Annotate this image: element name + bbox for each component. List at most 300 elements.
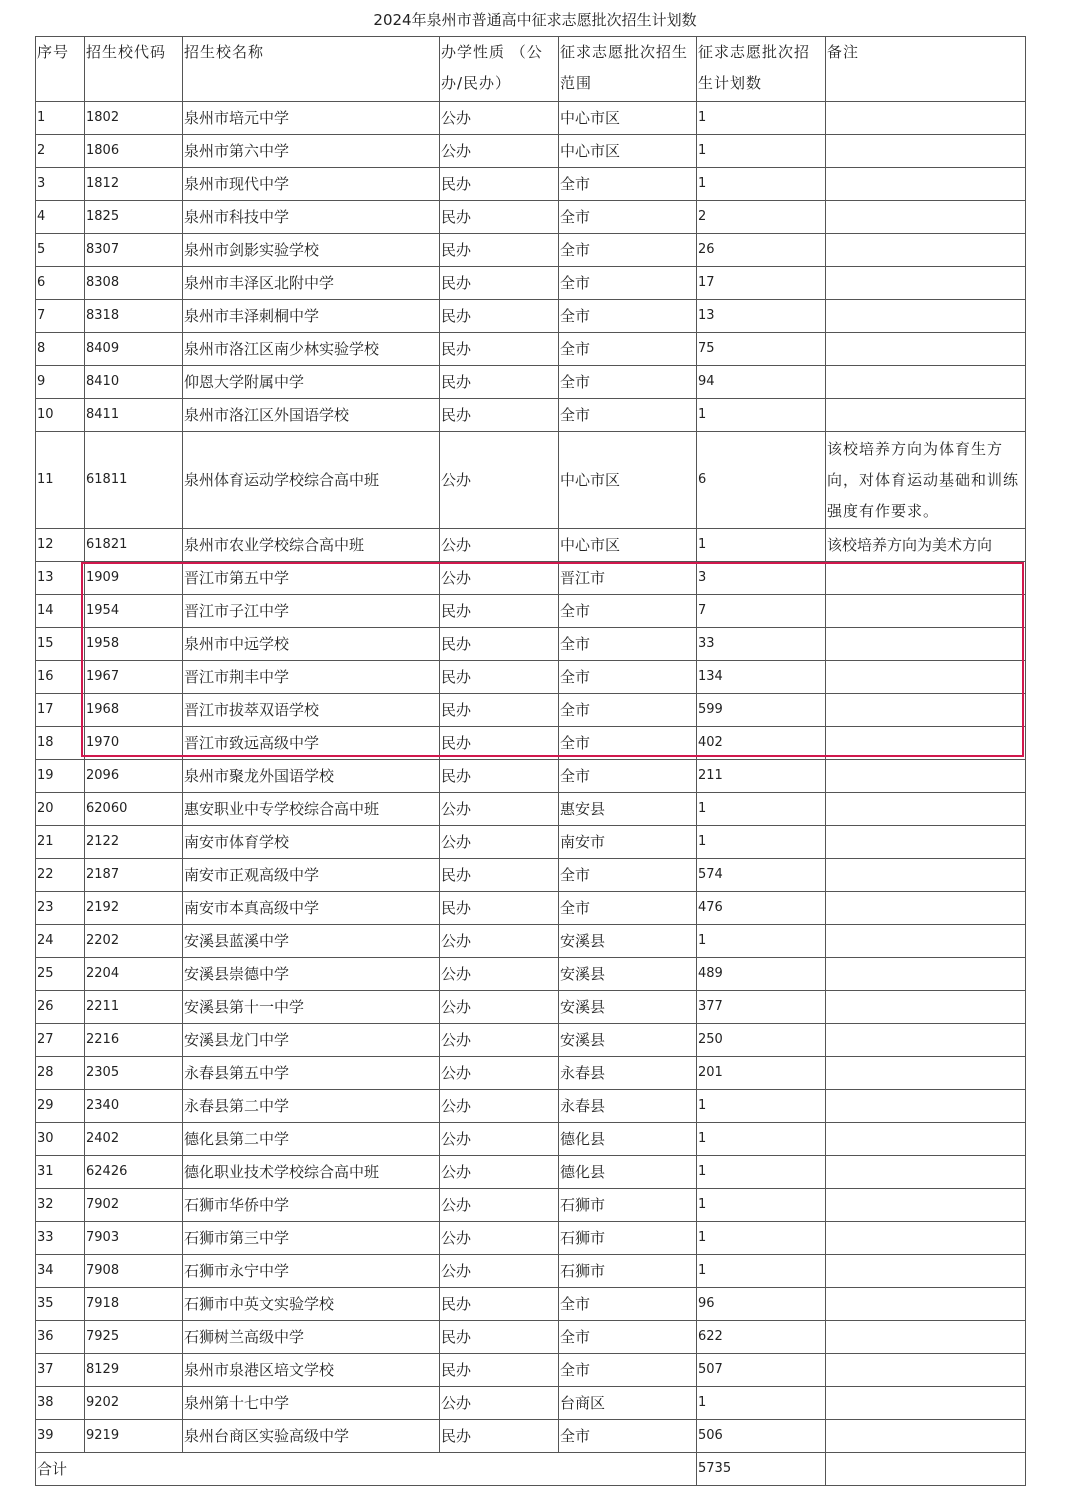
cell-plan: 6	[697, 432, 826, 529]
cell-scope: 全市	[559, 694, 697, 727]
cell-plan: 7	[697, 595, 826, 628]
cell-note	[826, 1288, 1026, 1321]
cell-scope: 全市	[559, 267, 697, 300]
cell-school-name: 晋江市拔萃双语学校	[183, 694, 440, 727]
cell-scope: 石狮市	[559, 1255, 697, 1288]
cell-plan: 134	[697, 661, 826, 694]
cell-scope: 安溪县	[559, 958, 697, 991]
cell-type: 公办	[440, 1090, 559, 1123]
table-row	[36, 859, 1026, 892]
cell-school-name: 安溪县崇德中学	[183, 958, 440, 991]
cell-note	[826, 1123, 1026, 1156]
cell-no: 19	[36, 760, 85, 793]
cell-note	[826, 892, 1026, 925]
cell-plan: 33	[697, 628, 826, 661]
cell-type: 民办	[440, 333, 559, 366]
cell-note	[826, 1387, 1026, 1420]
table-row	[36, 432, 1026, 529]
cell-no: 4	[36, 201, 85, 234]
cell-type: 公办	[440, 1156, 559, 1189]
cell-plan: 2	[697, 201, 826, 234]
cell-code: 7902	[85, 1189, 183, 1222]
table-row	[36, 1222, 1026, 1255]
cell-scope: 中心市区	[559, 102, 697, 135]
cell-note	[826, 1024, 1026, 1057]
cell-type: 公办	[440, 135, 559, 168]
table-row	[36, 102, 1026, 135]
total-label: 合计	[36, 1453, 697, 1486]
cell-type: 公办	[440, 1189, 559, 1222]
cell-plan: 1	[697, 1387, 826, 1420]
cell-code: 2096	[85, 760, 183, 793]
cell-plan: 1	[697, 529, 826, 562]
cell-no: 30	[36, 1123, 85, 1156]
cell-no: 38	[36, 1387, 85, 1420]
cell-scope: 中心市区	[559, 529, 697, 562]
cell-plan: 574	[697, 859, 826, 892]
cell-type: 公办	[440, 529, 559, 562]
cell-no: 11	[36, 432, 85, 529]
cell-plan: 599	[697, 694, 826, 727]
cell-plan: 506	[697, 1420, 826, 1453]
table-row	[36, 399, 1026, 432]
cell-scope: 永春县	[559, 1057, 697, 1090]
cell-code: 8318	[85, 300, 183, 333]
cell-scope: 全市	[559, 1420, 697, 1453]
cell-school-name: 南安市本真高级中学	[183, 892, 440, 925]
cell-code: 8411	[85, 399, 183, 432]
cell-no: 15	[36, 628, 85, 661]
cell-note	[826, 1354, 1026, 1387]
cell-note	[826, 399, 1026, 432]
cell-code: 61821	[85, 529, 183, 562]
cell-code: 2340	[85, 1090, 183, 1123]
cell-note	[826, 1420, 1026, 1453]
cell-school-name: 晋江市致远高级中学	[183, 727, 440, 760]
cell-scope: 全市	[559, 399, 697, 432]
cell-code: 1968	[85, 694, 183, 727]
cell-type: 民办	[440, 661, 559, 694]
cell-type: 公办	[440, 1222, 559, 1255]
cell-code: 62060	[85, 793, 183, 826]
cell-no: 24	[36, 925, 85, 958]
cell-note	[826, 366, 1026, 399]
cell-no: 22	[36, 859, 85, 892]
cell-no: 16	[36, 661, 85, 694]
cell-plan: 3	[697, 562, 826, 595]
cell-type: 民办	[440, 168, 559, 201]
cell-type: 民办	[440, 1354, 559, 1387]
cell-school-name: 晋江市子江中学	[183, 595, 440, 628]
cell-no: 14	[36, 595, 85, 628]
cell-school-name: 泉州市丰泽区北附中学	[183, 267, 440, 300]
cell-type: 公办	[440, 432, 559, 529]
cell-code: 8307	[85, 234, 183, 267]
cell-code: 7903	[85, 1222, 183, 1255]
cell-type: 公办	[440, 1024, 559, 1057]
cell-note	[826, 661, 1026, 694]
cell-scope: 全市	[559, 727, 697, 760]
cell-note	[826, 595, 1026, 628]
cell-scope: 安溪县	[559, 925, 697, 958]
cell-type: 民办	[440, 694, 559, 727]
cell-no: 33	[36, 1222, 85, 1255]
cell-scope: 全市	[559, 859, 697, 892]
cell-school-name: 泉州市洛江区外国语学校	[183, 399, 440, 432]
cell-no: 6	[36, 267, 85, 300]
table-row	[36, 793, 1026, 826]
table-row	[36, 958, 1026, 991]
cell-school-name: 永春县第五中学	[183, 1057, 440, 1090]
cell-no: 1	[36, 102, 85, 135]
cell-code: 1970	[85, 727, 183, 760]
cell-scope: 全市	[559, 1288, 697, 1321]
cell-type: 公办	[440, 102, 559, 135]
cell-code: 7918	[85, 1288, 183, 1321]
cell-code: 7925	[85, 1321, 183, 1354]
cell-note	[826, 991, 1026, 1024]
cell-plan: 1	[697, 1090, 826, 1123]
table-row	[36, 168, 1026, 201]
table-row	[36, 694, 1026, 727]
cell-code: 1967	[85, 661, 183, 694]
cell-type: 民办	[440, 300, 559, 333]
cell-no: 7	[36, 300, 85, 333]
cell-school-name: 安溪县第十一中学	[183, 991, 440, 1024]
cell-plan: 489	[697, 958, 826, 991]
cell-school-name: 泉州市丰泽刺桐中学	[183, 300, 440, 333]
cell-note	[826, 1156, 1026, 1189]
table-row	[36, 1354, 1026, 1387]
table-row	[36, 135, 1026, 168]
cell-plan: 94	[697, 366, 826, 399]
cell-scope: 德化县	[559, 1156, 697, 1189]
cell-scope: 全市	[559, 366, 697, 399]
cell-scope: 晋江市	[559, 562, 697, 595]
cell-no: 37	[36, 1354, 85, 1387]
cell-code: 7908	[85, 1255, 183, 1288]
cell-no: 25	[36, 958, 85, 991]
cell-school-name: 石狮树兰高级中学	[183, 1321, 440, 1354]
table-row	[36, 1057, 1026, 1090]
cell-no: 34	[36, 1255, 85, 1288]
header-plan: 征求志愿批次招生计划数	[697, 37, 826, 102]
cell-plan: 1	[697, 135, 826, 168]
table-row	[36, 1090, 1026, 1123]
cell-scope: 石狮市	[559, 1189, 697, 1222]
cell-type: 民办	[440, 234, 559, 267]
cell-note	[826, 168, 1026, 201]
cell-plan: 1	[697, 1123, 826, 1156]
cell-scope: 永春县	[559, 1090, 697, 1123]
cell-plan: 1	[697, 168, 826, 201]
cell-school-name: 泉州市泉港区培文学校	[183, 1354, 440, 1387]
cell-code: 1909	[85, 562, 183, 595]
cell-scope: 全市	[559, 1354, 697, 1387]
cell-school-name: 石狮市华侨中学	[183, 1189, 440, 1222]
cell-plan: 1	[697, 925, 826, 958]
cell-scope: 全市	[559, 661, 697, 694]
cell-code: 2402	[85, 1123, 183, 1156]
cell-school-name: 泉州市中远学校	[183, 628, 440, 661]
cell-no: 3	[36, 168, 85, 201]
cell-plan: 17	[697, 267, 826, 300]
table-row	[36, 1387, 1026, 1420]
cell-scope: 全市	[559, 300, 697, 333]
cell-school-name: 惠安职业中专学校综合高中班	[183, 793, 440, 826]
cell-plan: 1	[697, 1189, 826, 1222]
enrollment-plan-table	[35, 36, 1026, 1486]
cell-code: 2211	[85, 991, 183, 1024]
cell-code: 1954	[85, 595, 183, 628]
cell-type: 民办	[440, 399, 559, 432]
cell-type: 公办	[440, 958, 559, 991]
cell-code: 9202	[85, 1387, 183, 1420]
cell-school-name: 德化县第二中学	[183, 1123, 440, 1156]
table-row	[36, 1156, 1026, 1189]
cell-note: 该校培养方向为美术方向	[826, 529, 1026, 562]
cell-school-name: 永春县第二中学	[183, 1090, 440, 1123]
cell-no: 29	[36, 1090, 85, 1123]
table-row	[36, 727, 1026, 760]
cell-no: 36	[36, 1321, 85, 1354]
cell-school-name: 安溪县蓝溪中学	[183, 925, 440, 958]
cell-plan: 377	[697, 991, 826, 1024]
cell-note	[826, 135, 1026, 168]
cell-note	[826, 1321, 1026, 1354]
cell-plan: 26	[697, 234, 826, 267]
cell-note	[826, 1255, 1026, 1288]
cell-school-name: 泉州市现代中学	[183, 168, 440, 201]
cell-code: 2187	[85, 859, 183, 892]
cell-school-name: 泉州市培元中学	[183, 102, 440, 135]
table-row	[36, 300, 1026, 333]
cell-scope: 全市	[559, 333, 697, 366]
cell-code: 1825	[85, 201, 183, 234]
header-note: 备注	[826, 37, 1026, 102]
header-row	[36, 37, 1026, 102]
cell-scope: 全市	[559, 760, 697, 793]
total-note	[826, 1453, 1026, 1486]
cell-code: 2305	[85, 1057, 183, 1090]
table-row	[36, 595, 1026, 628]
cell-scope: 全市	[559, 628, 697, 661]
cell-no: 26	[36, 991, 85, 1024]
cell-note	[826, 760, 1026, 793]
cell-plan: 622	[697, 1321, 826, 1354]
cell-note	[826, 1189, 1026, 1222]
cell-school-name: 石狮市中英文实验学校	[183, 1288, 440, 1321]
cell-no: 27	[36, 1024, 85, 1057]
cell-no: 28	[36, 1057, 85, 1090]
cell-school-name: 泉州市剑影实验学校	[183, 234, 440, 267]
cell-note	[826, 267, 1026, 300]
cell-note	[826, 925, 1026, 958]
cell-note	[826, 300, 1026, 333]
cell-type: 民办	[440, 366, 559, 399]
cell-type: 民办	[440, 595, 559, 628]
cell-note	[826, 826, 1026, 859]
cell-scope: 南安市	[559, 826, 697, 859]
cell-code: 2192	[85, 892, 183, 925]
total-row	[36, 1453, 1026, 1486]
cell-code: 1812	[85, 168, 183, 201]
cell-code: 2204	[85, 958, 183, 991]
cell-scope: 全市	[559, 201, 697, 234]
cell-no: 39	[36, 1420, 85, 1453]
cell-note	[826, 333, 1026, 366]
cell-type: 公办	[440, 793, 559, 826]
cell-school-name: 石狮市永宁中学	[183, 1255, 440, 1288]
cell-scope: 台商区	[559, 1387, 697, 1420]
total-plan: 5735	[697, 1453, 826, 1486]
cell-type: 民办	[440, 727, 559, 760]
cell-plan: 1	[697, 1156, 826, 1189]
cell-school-name: 晋江市荆丰中学	[183, 661, 440, 694]
table-row	[36, 1288, 1026, 1321]
cell-no: 12	[36, 529, 85, 562]
cell-plan: 1	[697, 826, 826, 859]
table-row	[36, 925, 1026, 958]
table-row	[36, 892, 1026, 925]
cell-school-name: 泉州市第六中学	[183, 135, 440, 168]
cell-type: 公办	[440, 562, 559, 595]
cell-code: 9219	[85, 1420, 183, 1453]
cell-plan: 201	[697, 1057, 826, 1090]
cell-plan: 402	[697, 727, 826, 760]
cell-code: 8129	[85, 1354, 183, 1387]
cell-type: 民办	[440, 1288, 559, 1321]
header-no: 序号	[36, 37, 85, 102]
cell-type: 民办	[440, 859, 559, 892]
cell-scope: 安溪县	[559, 991, 697, 1024]
cell-type: 民办	[440, 1321, 559, 1354]
cell-school-name: 泉州第十七中学	[183, 1387, 440, 1420]
cell-no: 9	[36, 366, 85, 399]
cell-code: 62426	[85, 1156, 183, 1189]
cell-no: 35	[36, 1288, 85, 1321]
cell-type: 公办	[440, 1123, 559, 1156]
cell-type: 民办	[440, 201, 559, 234]
cell-no: 31	[36, 1156, 85, 1189]
cell-code: 61811	[85, 432, 183, 529]
cell-type: 公办	[440, 925, 559, 958]
cell-scope: 安溪县	[559, 1024, 697, 1057]
cell-type: 民办	[440, 628, 559, 661]
cell-note	[826, 234, 1026, 267]
cell-type: 公办	[440, 1387, 559, 1420]
cell-note	[826, 102, 1026, 135]
cell-type: 公办	[440, 1057, 559, 1090]
cell-scope: 全市	[559, 168, 697, 201]
cell-plan: 13	[697, 300, 826, 333]
table-row	[36, 991, 1026, 1024]
cell-plan: 211	[697, 760, 826, 793]
cell-scope: 惠安县	[559, 793, 697, 826]
table-row	[36, 201, 1026, 234]
table-row	[36, 1420, 1026, 1453]
cell-type: 公办	[440, 991, 559, 1024]
cell-scope: 中心市区	[559, 135, 697, 168]
table-row	[36, 628, 1026, 661]
cell-note	[826, 1090, 1026, 1123]
cell-no: 18	[36, 727, 85, 760]
table-row	[36, 1189, 1026, 1222]
cell-type: 公办	[440, 826, 559, 859]
table-row	[36, 1123, 1026, 1156]
cell-no: 21	[36, 826, 85, 859]
table-row	[36, 826, 1026, 859]
page-title: 2024年泉州市普通高中征求志愿批次招生计划数	[373, 11, 697, 29]
cell-plan: 1	[697, 102, 826, 135]
header-type: 办学性质 （公办/民办）	[440, 37, 559, 102]
cell-school-name: 南安市正观高级中学	[183, 859, 440, 892]
table-row	[36, 760, 1026, 793]
cell-no: 13	[36, 562, 85, 595]
cell-type: 公办	[440, 1255, 559, 1288]
table-row	[36, 562, 1026, 595]
table-row	[36, 366, 1026, 399]
table-row	[36, 1024, 1026, 1057]
cell-scope: 中心市区	[559, 432, 697, 529]
cell-plan: 96	[697, 1288, 826, 1321]
cell-school-name: 德化职业技术学校综合高中班	[183, 1156, 440, 1189]
table-row	[36, 1255, 1026, 1288]
table-row	[36, 1321, 1026, 1354]
cell-no: 32	[36, 1189, 85, 1222]
cell-school-name: 泉州市洛江区南少林实验学校	[183, 333, 440, 366]
cell-code: 2216	[85, 1024, 183, 1057]
table-row	[36, 661, 1026, 694]
cell-school-name: 石狮市第三中学	[183, 1222, 440, 1255]
cell-code: 8308	[85, 267, 183, 300]
cell-school-name: 泉州市聚龙外国语学校	[183, 760, 440, 793]
cell-scope: 全市	[559, 595, 697, 628]
cell-plan: 1	[697, 399, 826, 432]
cell-plan: 75	[697, 333, 826, 366]
cell-note	[826, 958, 1026, 991]
header-scope: 征求志愿批次招生范围	[559, 37, 697, 102]
cell-note: 该校培养方向为体育生方向，对体育运动基础和训练强度有作要求。	[826, 432, 1026, 529]
cell-plan: 1	[697, 1255, 826, 1288]
cell-plan: 250	[697, 1024, 826, 1057]
cell-code: 8409	[85, 333, 183, 366]
cell-note	[826, 1222, 1026, 1255]
cell-note	[826, 628, 1026, 661]
cell-type: 民办	[440, 267, 559, 300]
cell-no: 10	[36, 399, 85, 432]
header-code: 招生校代码	[85, 37, 183, 102]
cell-type: 民办	[440, 760, 559, 793]
cell-note	[826, 562, 1026, 595]
cell-school-name: 泉州台商区实验高级中学	[183, 1420, 440, 1453]
cell-no: 2	[36, 135, 85, 168]
table-row	[36, 529, 1026, 562]
cell-school-name: 仰恩大学附属中学	[183, 366, 440, 399]
cell-note	[826, 727, 1026, 760]
cell-scope: 全市	[559, 234, 697, 267]
cell-scope: 全市	[559, 892, 697, 925]
cell-scope: 全市	[559, 1321, 697, 1354]
cell-plan: 1	[697, 1222, 826, 1255]
cell-note	[826, 201, 1026, 234]
table-row	[36, 234, 1026, 267]
cell-type: 民办	[440, 1420, 559, 1453]
header-name: 招生校名称	[183, 37, 440, 102]
cell-plan: 507	[697, 1354, 826, 1387]
cell-code: 8410	[85, 366, 183, 399]
cell-school-name: 泉州市农业学校综合高中班	[183, 529, 440, 562]
